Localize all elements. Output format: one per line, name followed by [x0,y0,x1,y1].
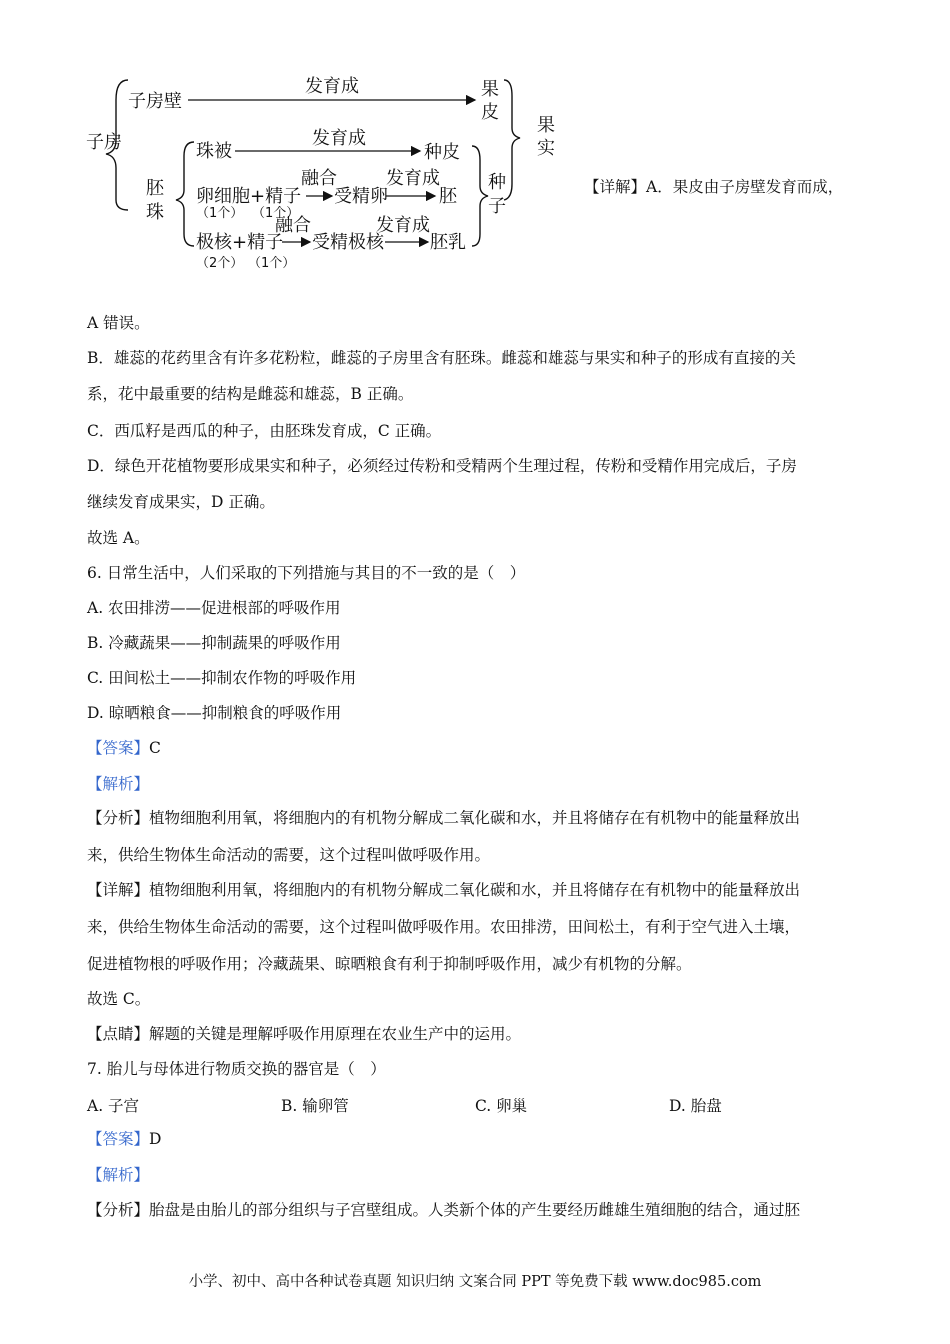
question-6-option-a: A. 农田排涝——促进根部的呼吸作用 [87,599,341,617]
text-line: C．西瓜籽是西瓜的种子，由胚珠发育成，C 正确。 [87,422,442,440]
brace-peizhu [176,142,194,246]
question-6-option-b: B. 冷藏蔬果——抑制蔬果的呼吸作用 [87,634,341,652]
label-jihe: 极核+精子 [196,232,284,253]
text-line: 故选 C。 [87,990,151,1008]
label-shoujingluan: 受精卵 [334,186,388,207]
brace-guoshi [504,80,520,200]
xiangjie-text: 植物细胞利用氧，将细胞内的有机物分解成二氧化碳和水，并且将储存在有机物中的能量释放出 [149,881,801,899]
brace-zhongzi [472,146,488,246]
text-line: 来，供给生物体生命活动的需要，这个过程叫做呼吸作用。农田排涝，田间松土，有利于空气进入土壤， [87,918,801,936]
text-line: 故选 A。 [87,529,150,547]
label-shoujingjihe: 受精极核 [312,232,384,253]
text-line: 继续发育成果实，D 正确。 [87,493,275,511]
detail-A-start: 【详解】A．果皮由子房壁发育而成， [584,178,844,196]
fenxi-text: 胎盘是由胎儿的部分组织与子宫壁组成。人类新个体的产生要经历雌雄生殖细胞的结合，通过胚 [149,1201,801,1219]
label-fayucheng-4: 发育成 [376,215,430,236]
text-line: D．绿色开花植物要形成果实和种子，必须经过传粉和受精两个生理过程，传粉和受精作用完成后，子房 [87,457,797,475]
analysis-7-heading: 【解析】 [87,1166,150,1184]
label-zifang-1: 子房 [86,132,122,153]
label-guoshi-2: 实 [537,138,555,159]
label-zhongzi-1: 种 [488,172,506,193]
dianjing-text: 解题的关键是理解呼吸作用原理在农业生产中的运用。 [149,1025,522,1043]
question-7-option-a: A. 子宫 [87,1097,140,1115]
text-line: 促进植物根的呼吸作用；冷藏蔬果、晾晒粮食有利于抑制呼吸作用，减少有机物的分解。 [87,955,692,973]
fenxi-text: 植物细胞利用氧，将细胞内的有机物分解成二氧化碳和水，并且将储存在有机物中的能量释放出 [149,809,801,827]
label-luanxibao: 卵细胞+精子 [196,186,302,207]
text-line: A 错误。 [87,314,150,332]
text-line: B．雄蕊的花药里含有许多花粉粒，雌蕊的子房里含有胚珠。雌蕊和雄蕊与果实和种子的形成有直接的关 [87,349,796,367]
label-count-1a: （1个） [196,206,244,221]
label-guoshi-1: 果 [537,115,555,136]
label-count-1c: （1个） [248,256,296,271]
label-peizhu-2: 珠 [146,202,164,223]
fenxi-6 [87,808,800,828]
answer-value: C [149,739,161,757]
answer-7 [87,1129,161,1149]
text-line: 系，花中最重要的结构是雌蕊和雄蕊，B 正确。 [87,385,414,403]
fenxi-7 [87,1200,800,1220]
page-footer: 小学、初中、高中各种试卷真题 知识归纳 文案合同 PPT 等免费下载 www.doc985.com [188,1274,762,1290]
question-7-option-d: D. 胎盘 [669,1097,722,1115]
label-ronghe-1: 融合 [301,168,337,189]
question-7: 7. 胎儿与母体进行物质交换的器官是（ ） [87,1060,386,1078]
label-guopi-1: 果 [481,79,499,100]
question-7-option-c: C. 卵巢 [475,1097,528,1115]
question-7-option-b: B. 输卵管 [281,1097,349,1115]
label-zhubei: 珠被 [196,141,232,162]
question-6-option-c: C. 田间松土——抑制农作物的呼吸作用 [87,669,357,687]
analysis-6-heading: 【解析】 [87,775,150,793]
dianjing-label: 【点睛】 [87,1025,150,1043]
dianjing-6 [87,1024,521,1044]
label-ronghe-2: 融合 [275,215,311,236]
label-zhongpi: 种皮 [424,142,460,163]
label-fayucheng-2: 发育成 [312,128,366,149]
answer-label: 【答案】 [87,739,150,757]
question-6-option-d: D. 晾晒粮食——抑制粮食的呼吸作用 [87,704,342,722]
label-guopi-2: 皮 [481,102,499,123]
answer-label: 【答案】 [87,1130,150,1148]
label-count-2: （2个） [196,256,244,271]
xiangjie-6 [87,880,800,900]
label-peizhu-1: 胚 [146,178,164,199]
fenxi-label: 【分析】 [87,1201,150,1219]
label-zifangbi: 子房壁 [128,91,182,112]
ovary-development-diagram [80,70,580,280]
label-count-1b: （1个） [252,206,300,221]
question-6: 6. 日常生活中，人们采取的下列措施与其目的不一致的是（ ） [87,564,526,582]
label-pei: 胚 [439,186,457,207]
xiangjie-label: 【详解】 [87,881,150,899]
label-zhongzi-2: 子 [488,196,506,217]
label-fayucheng-3: 发育成 [386,168,440,189]
label-peiru: 胚乳 [430,232,466,253]
text-line: 来，供给生物体生命活动的需要，这个过程叫做呼吸作用。 [87,846,491,864]
fenxi-label: 【分析】 [87,809,150,827]
answer-6 [87,738,161,758]
label-fayucheng-1: 发育成 [305,76,359,97]
answer-value: D [149,1130,162,1148]
